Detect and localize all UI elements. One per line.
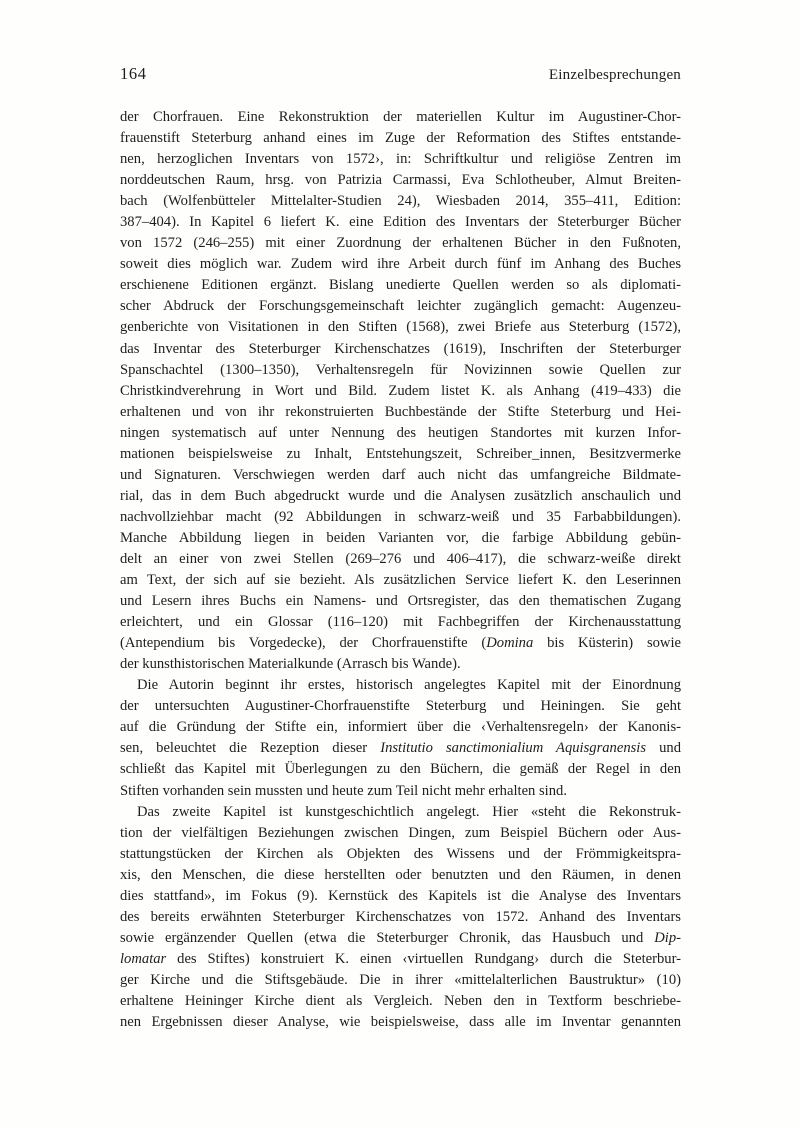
text-segment: des bereits erwähnten Steterburger Kirchenschatzes von 1572. Anhand des Inventars	[120, 908, 681, 925]
text-segment: schließt das Kapitel mit Überlegungen zu den Büchern, die gemäß der Regel in den	[120, 761, 681, 778]
text-segment: Christkindverehrung in Wort und Bild. Zudem listet K. als Anhang (419–433) die	[120, 382, 681, 399]
text-line	[120, 465, 681, 486]
text-line	[120, 549, 681, 570]
text-line	[120, 738, 681, 759]
page-number: 164	[120, 64, 147, 83]
text-segment: bis Küsterin) sowie	[533, 635, 681, 652]
text-line	[120, 844, 681, 865]
text-line	[120, 212, 681, 233]
text-line	[120, 128, 681, 149]
text-segment: ningen systematisch auf unter Nennung des heutigen Standortes mit kurzen Infor-	[120, 424, 681, 441]
text-line	[120, 696, 681, 717]
text-segment: nachvollziehbar macht (92 Abbildungen in schwarz-weiß und 35 Farbabbildungen).	[120, 508, 681, 525]
text-segment: frauenstift Steterburg anhand eines im Zuge der Reformation des Stiftes entstande-	[120, 130, 681, 147]
text-segment: (Antependium bis Vorgedecke), der Chorfrauenstifte (	[120, 635, 487, 652]
text-line	[120, 823, 681, 844]
text-line	[120, 381, 681, 402]
text-segment: Manche Abbildung liegen in beiden Varianten vor, die farbige Abbildung gebün-	[120, 529, 681, 546]
text-segment: nen, herzoglichen Inventars von 1572›, in: Schriftkultur und religiöse Zentren im	[120, 151, 681, 168]
text-segment: Das zweite Kapitel ist kunstgeschichtlich angelegt. Hier «steht die Rekonstruk-	[137, 803, 681, 820]
text-segment: der kunsthistorischen Materialkunde (Arrasch bis Wande).	[120, 656, 461, 673]
text-segment: scher Abdruck der Forschungsgemeinschaft leichter zugänglich gemacht: Augenzeu-	[120, 298, 681, 315]
text-line	[120, 886, 681, 907]
text-segment: auf die Gründung der Stifte ein, informiert über die ‹Verhaltensregeln› der Kanonis-	[120, 719, 681, 736]
text-line	[120, 296, 681, 317]
text-segment: xis, den Menschen, die diese herstellten oder benutzten und den Räumen, in denen	[120, 866, 681, 883]
text-segment: Die Autorin beginnt ihr erstes, historisch angelegtes Kapitel mit der Einordnung	[137, 677, 681, 694]
text-segment: und	[646, 740, 681, 757]
paragraph	[120, 675, 681, 801]
text-line	[120, 570, 681, 591]
text-line	[120, 675, 681, 696]
text-segment: soweit dies möglich war. Zudem wird ihre Arbeit durch fünf im Anhang des Buches	[120, 256, 681, 273]
text-line	[120, 928, 681, 949]
text-segment: mationen beispielsweise zu Inhalt, Entstehungszeit, Schreiber_innen, Besitzvermerke	[120, 445, 681, 462]
text-line	[120, 654, 681, 675]
text-segment: von 1572 (246–255) mit einer Zuordnung der erhaltenen Bücher in den Fußnoten,	[120, 235, 681, 252]
italic-text-segment: Domina	[486, 635, 534, 652]
text-segment: und Lesern ihres Buchs ein Namens- und Ortsregister, das den thematischen Zugang	[120, 593, 681, 610]
text-line	[120, 191, 681, 212]
text-line	[120, 402, 681, 423]
text-segment: sowie ergänzender Quellen (etwa die Steterburger Chronik, das Hausbuch und	[120, 929, 655, 946]
text-segment: Stiften vorhanden sein mussten und heute zum Teil nicht mehr erhalten sind.	[120, 782, 567, 799]
text-line	[120, 949, 681, 970]
text-line	[120, 486, 681, 507]
text-line	[120, 360, 681, 381]
text-segment: Spanschachtel (1300–1350), Verhaltensregeln für Novizinnen sowie Quellen zur	[120, 361, 681, 378]
text-segment: ger Kirche und die Stiftsgebäude. Die in ihrer «mittelalterlichen Baustruktur» (10)	[120, 971, 681, 988]
paragraph	[120, 802, 681, 1034]
text-line	[120, 423, 681, 444]
text-line	[120, 591, 681, 612]
italic-text-segment: Dip-	[654, 929, 681, 946]
text-line	[120, 170, 681, 191]
text-line	[120, 907, 681, 928]
text-segment: erhaltene Heininger Kirche dient als Vergleich. Neben den in Textform beschriebe-	[120, 992, 681, 1009]
text-line	[120, 233, 681, 254]
text-segment: stattungstücken der Kirchen als Objekten des Wissens und der Frömmigkeitspra-	[120, 845, 681, 862]
text-segment: bach (Wolfenbütteler Mittelalter-Studien 24), Wiesbaden 2014, 355–411, Edition:	[120, 193, 681, 210]
text-segment: der Chorfrauen. Eine Rekonstruktion der materiellen Kultur im Augustiner-Chor-	[120, 109, 681, 125]
text-segment: und Signaturen. Verschwiegen werden darf auch nicht das umfangreiche Bildmate-	[120, 466, 681, 483]
italic-text-segment: lomatar	[120, 950, 167, 967]
text-segment: dies stattfand», im Fokus (9). Kernstück des Kapitels ist die Analyse des Inventars	[120, 887, 681, 904]
text-segment: erhaltenen und von ihr rekonstruierten Buchbestände der Stifte Steterburg und Hei-	[120, 403, 681, 420]
text-segment: 387–404). In Kapitel 6 liefert K. eine Edition des Inventars der Steterburger Bücher	[120, 214, 681, 231]
text-segment: des Stiftes) konstruiert K. einen ‹virtuellen Rundgang› durch die Steterbur-	[166, 950, 681, 967]
text-line	[120, 865, 681, 886]
text-line	[120, 107, 681, 128]
text-line	[120, 149, 681, 170]
text-line	[120, 444, 681, 465]
text-line	[120, 991, 681, 1012]
text-line	[120, 254, 681, 275]
text-line	[120, 612, 681, 633]
text-segment: erschienene Editionen ergänzt. Bislang unedierte Quellen werden so als diplomati-	[120, 277, 681, 294]
text-segment: norddeutschen Raum, hrsg. von Patrizia Carmassi, Eva Schlotheuber, Almut Breiten-	[120, 172, 681, 189]
text-segment: tion der vielfältigen Beziehungen zwischen Dingen, zum Beispiel Büchern oder Aus-	[120, 824, 681, 841]
italic-text-segment: Institutio sanctimonialium Aquisgranensis	[380, 740, 647, 757]
text-segment: nen Ergebnissen dieser Analyse, wie beispielsweise, dass alle im Inventar genannten	[120, 1014, 681, 1031]
running-title: Einzelbesprechungen	[548, 67, 681, 83]
text-line	[120, 317, 681, 338]
page-header	[120, 64, 681, 84]
text-line	[120, 1012, 681, 1033]
text-line	[120, 507, 681, 528]
text-segment: der untersuchten Augustiner-Chorfrauenstifte Steterburg und Heiningen. Sie geht	[120, 698, 681, 715]
text-line	[120, 970, 681, 991]
text-segment: genberichte von Visitationen in den Stiften (1568), zwei Briefe aus Steterburg (1572),	[120, 319, 681, 336]
text-segment: rial, das in dem Buch abgedruckt wurde und die Analysen zusätzlich anschaulich und	[120, 487, 681, 504]
text-block	[120, 107, 681, 1033]
text-segment: das Inventar des Steterburger Kirchenschatzes (1619), Inschriften der Steterburger	[120, 340, 681, 357]
text-line	[120, 339, 681, 360]
text-line	[120, 633, 681, 654]
text-line	[120, 759, 681, 780]
text-line	[120, 781, 681, 802]
text-segment: sen, beleuchtet die Rezeption dieser	[120, 740, 381, 757]
text-segment: delt an einer von zwei Stellen (269–276 und 406–417), die schwarz-weiße direkt	[120, 550, 681, 567]
text-line	[120, 802, 681, 823]
text-line	[120, 717, 681, 738]
text-line	[120, 275, 681, 296]
text-segment: am Text, der sich auf sie bezieht. Als zusätzlichen Service liefert K. den Leserinnen	[120, 572, 681, 589]
paragraph	[120, 107, 681, 675]
text-line	[120, 528, 681, 549]
text-segment: erleichtert, und ein Glossar (116–120) mit Fachbegriffen der Kirchenausstattung	[120, 614, 681, 631]
